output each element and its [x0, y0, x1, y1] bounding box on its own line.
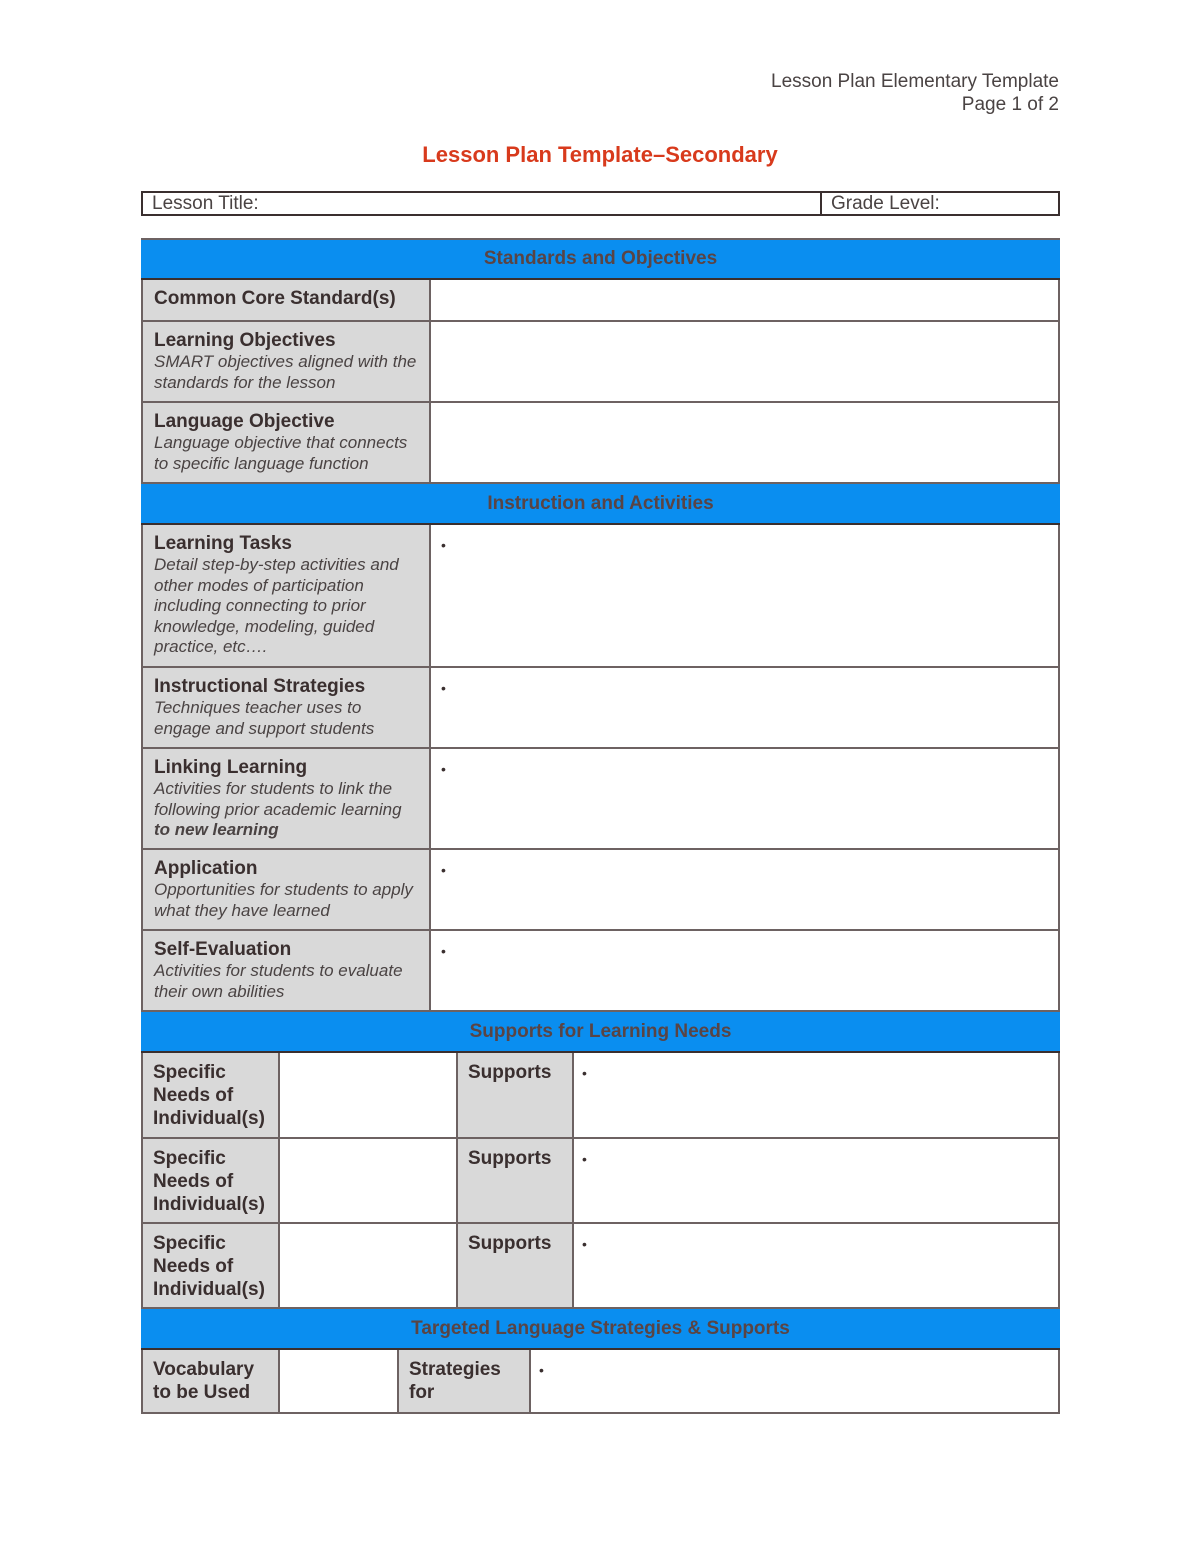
- row-language-objective: [141, 403, 1060, 484]
- lesson-title-field[interactable]: Lesson Title:: [143, 193, 822, 214]
- row-description: Activities for students to evaluate their own abilities: [154, 961, 403, 1001]
- row-label: [141, 668, 431, 747]
- row-value-field[interactable]: [431, 668, 1060, 747]
- supports-label: Supports: [458, 1224, 574, 1307]
- section-header-instruction: Instruction and Activities: [141, 484, 1060, 525]
- document-title: Lesson Plan Template–Secondary: [422, 142, 778, 167]
- page-header: [771, 70, 1059, 116]
- lesson-plan-table: [141, 238, 1060, 1414]
- needs-field[interactable]: [280, 1224, 458, 1307]
- row-description-text: Activities for students to link the following prior academic learning: [154, 779, 402, 819]
- supports-label: Supports: [458, 1053, 574, 1137]
- needs-label: Specific Needs of Individual(s): [141, 1224, 280, 1307]
- row-vocabulary: [141, 1350, 1060, 1414]
- row-value-field[interactable]: [431, 525, 1060, 666]
- vocabulary-field[interactable]: [280, 1350, 399, 1412]
- vocabulary-label: Vocabulary to be Used: [141, 1350, 280, 1412]
- row-value-field[interactable]: [431, 280, 1060, 320]
- row-heading: Linking Learning: [154, 757, 308, 778]
- lesson-title-row: [141, 191, 1060, 216]
- row-description: Language objective that connects to specific language function: [154, 433, 408, 473]
- row-description-emphasis: to new learning: [154, 820, 279, 839]
- row-label: [141, 403, 431, 482]
- row-common-core: [141, 280, 1060, 322]
- row-label: [141, 850, 431, 929]
- needs-label: Specific Needs of Individual(s): [141, 1053, 280, 1137]
- row-heading: Language Objective: [154, 411, 335, 432]
- row-description: [154, 779, 419, 841]
- page-number: Page 1 of 2: [961, 94, 1059, 115]
- supports-label: Supports: [458, 1139, 574, 1222]
- row-specific-needs: [141, 1053, 1060, 1139]
- row-label: [141, 931, 431, 1010]
- row-self-evaluation: [141, 931, 1060, 1012]
- row-description: SMART objectives aligned with the standards for the lesson: [154, 352, 417, 392]
- needs-field[interactable]: [280, 1139, 458, 1222]
- row-learning-tasks: [141, 525, 1060, 668]
- row-heading: Instructional Strategies: [154, 676, 366, 697]
- row-instructional-strategies: [141, 668, 1060, 749]
- bullet-point: •: [441, 761, 446, 777]
- grade-level-field[interactable]: Grade Level:: [831, 193, 940, 214]
- row-value-field[interactable]: [431, 749, 1060, 848]
- supports-field[interactable]: [574, 1053, 1060, 1137]
- supports-field[interactable]: [574, 1224, 1060, 1307]
- section-header-standards: Standards and Objectives: [141, 238, 1060, 280]
- row-value-field[interactable]: [431, 850, 1060, 929]
- section-header-supports: Supports for Learning Needs: [141, 1012, 1060, 1053]
- row-specific-needs: [141, 1139, 1060, 1224]
- needs-label: Specific Needs of Individual(s): [141, 1139, 280, 1222]
- row-learning-objectives: [141, 322, 1060, 403]
- document-name: Lesson Plan Elementary Template: [771, 71, 1059, 92]
- bullet-point: •: [539, 1362, 544, 1378]
- row-label: [141, 525, 431, 666]
- bullet-point: •: [582, 1236, 587, 1252]
- row-label: [141, 280, 431, 320]
- row-heading: Self-Evaluation: [154, 939, 292, 960]
- row-heading: Common Core Standard(s): [154, 288, 396, 309]
- row-label: [141, 749, 431, 848]
- row-description: Techniques teacher uses to engage and support students: [154, 698, 375, 738]
- strategies-label: Strategies for: [399, 1350, 531, 1412]
- bullet-point: •: [441, 943, 446, 959]
- row-application: [141, 850, 1060, 931]
- row-value-field[interactable]: [431, 931, 1060, 1010]
- row-heading: Learning Tasks: [154, 533, 292, 554]
- row-value-field[interactable]: [431, 322, 1060, 401]
- bullet-point: •: [582, 1151, 587, 1167]
- row-heading: Application: [154, 858, 258, 879]
- bullet-point: •: [441, 862, 446, 878]
- row-linking-learning: [141, 749, 1060, 850]
- row-heading: Learning Objectives: [154, 330, 336, 351]
- bullet-point: •: [441, 537, 446, 553]
- section-header-language: Targeted Language Strategies & Supports: [141, 1309, 1060, 1350]
- row-label: [141, 322, 431, 401]
- row-value-field[interactable]: [431, 403, 1060, 482]
- strategies-field[interactable]: [531, 1350, 1060, 1412]
- row-description: Detail step-by-step activities and other modes of participation including connecting to prior knowledge, modeling, guided practice, etc….: [154, 555, 399, 656]
- bullet-point: •: [441, 680, 446, 696]
- bullet-point: •: [582, 1065, 587, 1081]
- needs-field[interactable]: [280, 1053, 458, 1137]
- supports-field[interactable]: [574, 1139, 1060, 1222]
- row-specific-needs: [141, 1224, 1060, 1309]
- row-description: Opportunities for students to apply what they have learned: [154, 880, 413, 920]
